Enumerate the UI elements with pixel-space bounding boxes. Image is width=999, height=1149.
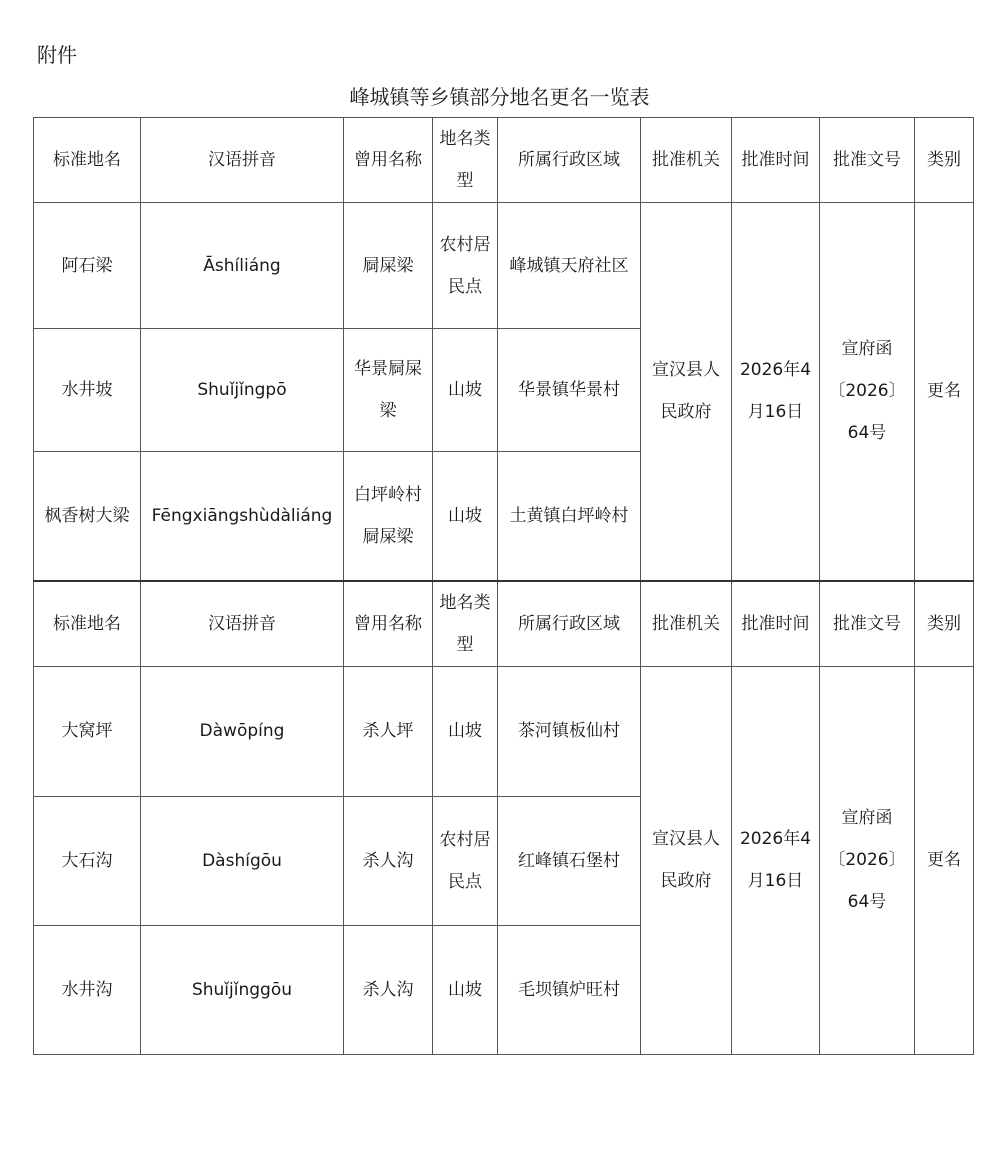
standard-name-cell: 水井沟 [34,925,141,1054]
header-cell: 所属行政区域 [498,118,641,203]
region-cell: 峰城镇天府社区 [498,203,641,329]
table-header-row [34,118,974,203]
category-cell: 更名 [915,203,974,581]
region-cell: 土黄镇白坪岭村 [498,452,641,581]
place-type-cell: 农村居民点 [433,203,498,329]
rename-table [33,117,974,1055]
former-name-cell: 华景屙屎梁 [344,329,433,452]
header-cell: 批准文号 [820,581,915,667]
region-cell: 华景镇华景村 [498,329,641,452]
header-cell: 类别 [915,118,974,203]
header-cell: 批准文号 [820,118,915,203]
pinyin-cell: Fēngxiāngshùdàliáng [141,452,344,581]
former-name-cell: 杀人坪 [344,666,433,796]
category-cell: 更名 [915,666,974,1054]
header-cell: 地名类型 [433,581,498,667]
header-cell: 地名类型 [433,118,498,203]
header-cell: 汉语拼音 [141,581,344,667]
place-type-cell: 农村居民点 [433,796,498,925]
document-number-cell: 宣府函〔2026〕64号 [820,666,915,1054]
former-name-cell: 杀人沟 [344,925,433,1054]
approval-date-cell: 2026年4月16日 [732,666,820,1054]
place-type-cell: 山坡 [433,925,498,1054]
header-cell: 批准时间 [732,581,820,667]
pinyin-cell: Dàshígōu [141,796,344,925]
attachment-label: 附件 [37,43,77,67]
header-cell: 批准时间 [732,118,820,203]
pinyin-cell: Shuǐjǐnggōu [141,925,344,1054]
pinyin-cell: Dàwōpíng [141,666,344,796]
header-cell: 标准地名 [34,581,141,667]
former-name-cell: 白坪岭村屙屎梁 [344,452,433,581]
standard-name-cell: 枫香树大梁 [34,452,141,581]
place-type-cell: 山坡 [433,666,498,796]
standard-name-cell: 大窝坪 [34,666,141,796]
table-header-row [34,581,974,667]
place-type-cell: 山坡 [433,452,498,581]
standard-name-cell: 阿石梁 [34,203,141,329]
former-name-cell: 屙屎梁 [344,203,433,329]
standard-name-cell: 水井坡 [34,329,141,452]
document-number-cell: 宣府函〔2026〕64号 [820,203,915,581]
place-type-cell: 山坡 [433,329,498,452]
header-cell: 汉语拼音 [141,118,344,203]
header-cell: 批准机关 [641,581,732,667]
region-cell: 毛坝镇炉旺村 [498,925,641,1054]
approval-authority-cell: 宣汉县人民政府 [641,203,732,581]
pinyin-cell: Shuǐjǐngpō [141,329,344,452]
header-cell: 所属行政区域 [498,581,641,667]
header-cell: 曾用名称 [344,581,433,667]
header-cell: 曾用名称 [344,118,433,203]
standard-name-cell: 大石沟 [34,796,141,925]
table-row [34,203,974,329]
page-title: 峰城镇等乡镇部分地名更名一览表 [349,85,650,109]
region-cell: 红峰镇石堡村 [498,796,641,925]
header-cell: 批准机关 [641,118,732,203]
approval-date-cell: 2026年4月16日 [732,203,820,581]
table-row [34,666,974,796]
region-cell: 茶河镇板仙村 [498,666,641,796]
pinyin-cell: Āshíliáng [141,203,344,329]
header-cell: 标准地名 [34,118,141,203]
approval-authority-cell: 宣汉县人民政府 [641,666,732,1054]
header-cell: 类别 [915,581,974,667]
former-name-cell: 杀人沟 [344,796,433,925]
